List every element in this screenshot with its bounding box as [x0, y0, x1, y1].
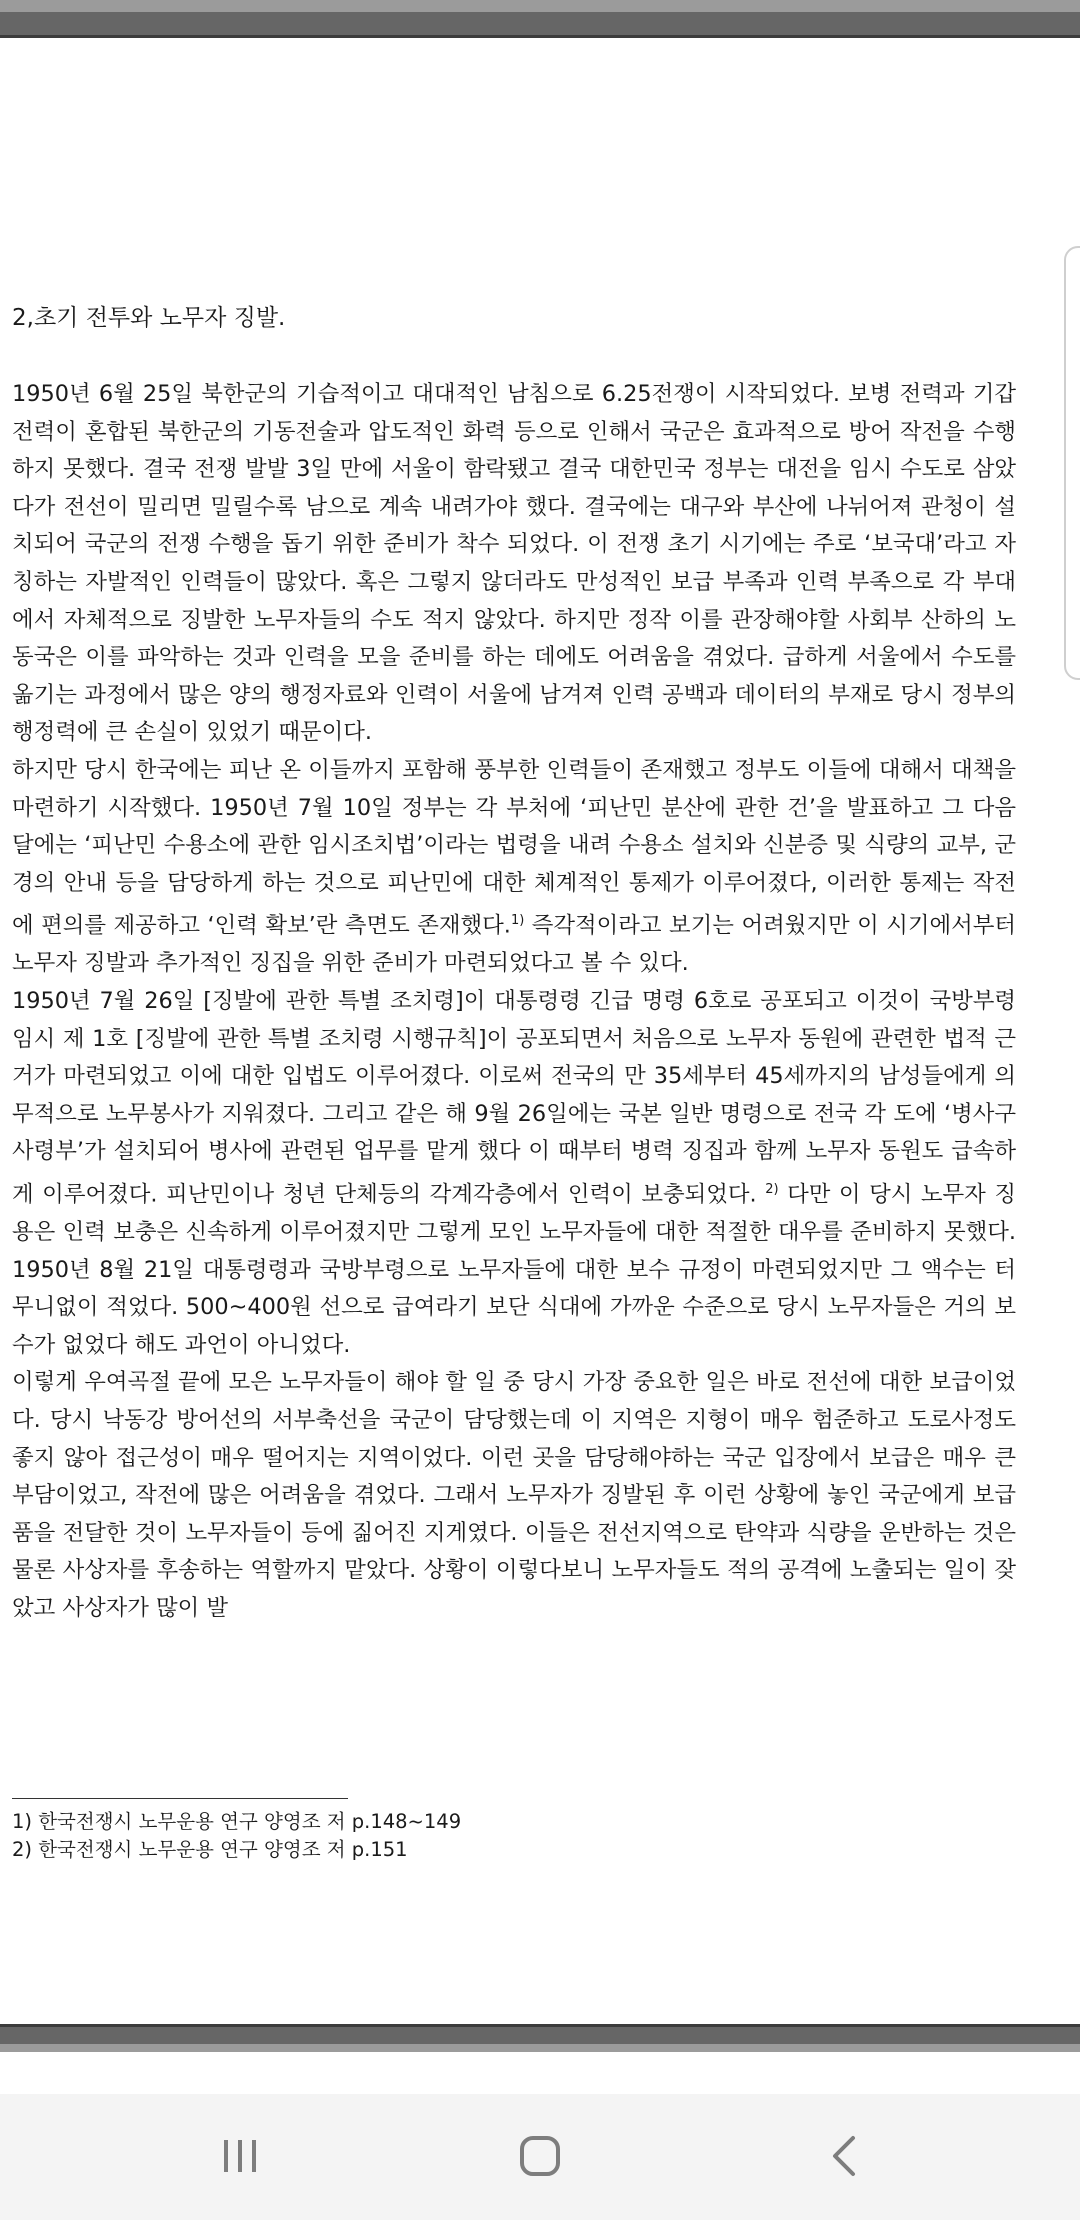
back-icon	[825, 2132, 865, 2180]
home-button[interactable]	[490, 2116, 590, 2196]
footnote-2: 2) 한국전쟁시 노무운용 연구 양영조 저 p.151	[12, 1838, 408, 1861]
paragraph: 1950년 7월 26일 [징발에 관한 특별 조치령]이 대통령령 긴급 명령 6호로 공포되고 이것이 국방부령 임시 제 1호 [징발에 관한 특별 조치령 시행규칙]이 공포되면서 처음으로 노무자 동원에 관련한 법적 근거가 마련되었고 이에 대한 입법도 이루어졌다. 이로써 전국의 만 35세부터 45세까지의 남성들에게 의무적으로 노무봉사가 지워졌다. 그리고 같은 해 9월 26일에는 국본 일반 명령으로 전국 각 도에 ‘병사구사령부’가 설치되어 병사에 관련된 업무를 맡게 했다 이 때부터 병력 징집과 함께 노무자 동원도 급속하게 이루어졌다. 피난민이나 청년 단체등의 각계각층에서 인력이 보충되었다. $^{2)}$ 다만 이 당시 노무자 징용은 인력 보충은 신속하게 이루어졌지만 그렇게 모인 노무자들에 대한 적절한 대우를 준비하지 못했다. 1950년 8월 21일 대통령령과 국방부령으로 노무자들에 대한 보수 규정이 마련되었지만 그 액수는 터무니없이 적었다. 500~400원 선으로 급여라기 보단 식대에 가까운 수준으로 당시 노무자들은 거의 보수가 없었다 해도 과언이 아니었다.	[12, 987, 1016, 1358]
footnote-ref[interactable]: 2)	[765, 1181, 779, 1197]
home-icon	[516, 2132, 564, 2180]
section-heading: 2,초기 전투와 노무자 징발.	[12, 305, 286, 331]
recent-apps-button[interactable]	[190, 2116, 290, 2196]
footnote-1: 1) 한국전쟁시 노무운용 연구 양영조 저 p.148~149	[12, 1810, 462, 1833]
back-button[interactable]	[795, 2116, 895, 2196]
footnote-ref[interactable]: 1)	[510, 913, 525, 929]
footnote-divider	[12, 1798, 348, 1799]
viewer-bottom-bar	[0, 2024, 1080, 2052]
scroll-handle[interactable]	[1064, 246, 1080, 680]
recent-apps-icon	[220, 2136, 260, 2176]
paragraph: 1950년 6월 25일 북한군의 기습적이고 대대적인 남침으로 6.25전쟁이 시작되었다. 보병 전력과 기갑 전력이 혼합된 북한군의 기동전술과 압도적인 화력 등으로 인해서 국군은 효과적으로 방어 작전을 수행하지 못했다. 결국 전쟁 발발 3일 만에 서울이 함락됐고 결국 대한민국 정부는 대전을 임시 수도로 삼았다가 전선이 밀리면 밀릴수록 남으로 계속 내려가야 했다. 결국에는 대구와 부산에 나뉘어져 관청이 설치되어 국군의 전쟁 수행을 돕기 위한 준비가 착수 되었다. 이 전쟁 초기 시기에는 주로 ‘보국대’라고 자칭하는 자발적인 인력들이 많았다. 혹은 그렇지 않더라도 만성적인 보급 부족과 인력 부족으로 각 부대에서 자체적으로 징발한 노무자들의 수도 적지 않았다. 하지만 정작 이를 관장해야할 사회부 산하의 노동국은 이를 파악하는 것과 인력을 모을 준비를 하는 데에도 어려움을 겪었다. 급하게 서울에서 수도를 옮기는 과정에서 많은 양의 행정자료와 인력이 서울에 남겨져 인력 공백과 데이터의 부재로 당시 정부의 행정력에 큰 손실이 있었기 때문이다.	[12, 381, 1016, 746]
footnotes	[12, 1808, 461, 1864]
body-text	[12, 376, 1016, 1628]
viewer-top-bar	[0, 0, 1080, 38]
paragraph: 하지만 당시 한국에는 피난 온 이들까지 포함해 풍부한 인력들이 존재했고 정부도 이들에 대해서 대책을 마련하기 시작했다. 1950년 7월 10일 정부는 각 부처에 ‘피난민 분산에 관한 건’을 발표하고 그 다음 달에는 ‘피난민 수용소에 관한 임시조치법’이라는 법령을 내려 수용소 설치와 신분증 및 식량의 교부, 군경의 안내 등을 담당하게 하는 것으로 피난민에 대한 체계적인 통제가 이루어졌다, 이러한 통제는 작전에 편의를 제공하고 ‘인력 확보’란 측면도 존재했다.$^{1)}$ 즉각적이라고 보기는 어려웠지만 이 시기에서부터 노무자 징발과 추가적인 징집을 위한 준비가 마련되었다고 볼 수 있다.	[12, 756, 1016, 977]
document-page	[12, 38, 1016, 2024]
paragraph: 이렇게 우여곡절 끝에 모은 노무자들이 해야 할 일 중 당시 가장 중요한 일은 바로 전선에 대한 보급이었다. 당시 낙동강 방어선의 서부축선을 국군이 담당했는데 이 지역은 지형이 매우 험준하고 도로사정도 좋지 않아 접근성이 매우 떨어지는 지역이었다. 이런 곳을 담당해야하는 국군 입장에서 보급은 매우 큰 부담이었고, 작전에 많은 어려움을 겪었다. 그래서 노무자가 징발된 후 이런 상황에 놓인 국군에게 보급품을 전달한 것이 노무자들이 등에 짊어진 지게였다. 이들은 전선지역으로 탄약과 식량을 운반하는 것은 물론 사상자를 후송하는 역할까지 맡았다. 상황이 이렇다보니 노무자들도 적의 공격에 노출되는 일이 잦았고 사상자가 많이 발	[12, 1369, 1016, 1621]
system-navigation-bar	[0, 2094, 1080, 2220]
